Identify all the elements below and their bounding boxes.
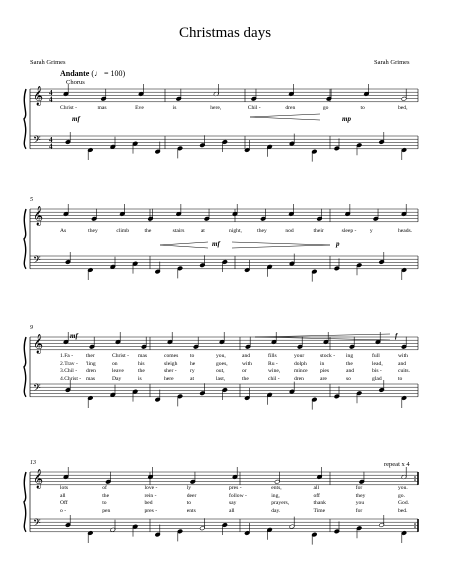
lyric-syllable: Christ - [60,105,77,111]
lyric-syllable: all [60,492,66,499]
section-label: Chorus [66,79,85,86]
lyric-syllable: to [186,500,192,506]
repeat-dot [414,526,416,528]
lyric-syllable: at [190,375,195,382]
lyric-syllable: is [138,375,142,382]
lyric-syllable: off [313,492,320,499]
lyric-syllable: ents, [271,485,282,491]
lyric-syllable: to [190,353,195,359]
lyric-syllable: he [190,360,196,367]
lyric-syllable: goes, [216,360,228,367]
tempo-bpm: (♩ = 100) [91,69,126,78]
lyric-syllable: ing, [271,492,280,499]
dynamic-marking: mf [70,332,78,340]
lyric-syllable: prayers, [271,500,290,506]
lyric-syllable: they [355,492,366,499]
lyric-syllable: pen [102,507,111,514]
lyric-syllable: Day [112,375,122,382]
measure-number: 9 [30,325,33,331]
brace [24,337,26,397]
lyric-syllable: ly [186,485,192,491]
lyric-syllable: the [242,375,249,382]
treble-clef-icon: 𝄞 [33,469,44,489]
lyric-syllable: for [355,485,363,491]
brace [24,89,26,149]
lyric-syllable: As [60,228,67,234]
lyric-syllable: you, [216,353,226,359]
dynamic-marking: f [395,332,398,340]
lyric-syllable: to [398,375,403,382]
lyric-syllable: Eve [135,105,144,111]
bass-clef-icon: 𝄢 [33,134,41,148]
lyric-syllable: wine, [268,368,281,374]
lyric-syllable: with [242,360,252,367]
lyric-syllable: dren [285,105,296,111]
treble-clef-icon: 𝄞 [33,206,44,226]
composer-credit: Sarah Grimes [374,59,410,66]
treble-clef-icon: 𝄞 [33,334,44,354]
time-signature: 4 [49,95,53,104]
lyric-syllable: you [355,500,365,506]
lyric-syllable: ents [186,507,196,514]
lyric-syllable: Christ - [112,353,129,359]
time-signature: 4 [49,142,53,151]
decrescendo-hairpin [250,114,320,120]
lyric-syllable: go [322,105,329,111]
lyric-syllable: night, [229,228,242,234]
lyric-syllable: they [257,228,267,234]
treble-clef-icon: 𝄞 [33,86,44,106]
lyric-syllable: stock - [320,353,336,359]
lyric-syllable: all [313,485,320,491]
lyric-syllable: here, [210,105,222,111]
lyric-syllable: go. [398,492,405,499]
lyric-syllable: last, [216,375,226,382]
lyric-syllable: fills [268,353,277,359]
lyric-syllable: to [360,105,365,111]
lyric-syllable: ing [346,353,354,359]
lyric-syllable: Chil - [247,105,261,111]
lyric-syllable: leave [112,368,124,374]
lyric-syllable: mas [97,105,107,111]
lyric-syllable: 4.Christ - [60,375,82,382]
brace [24,472,26,532]
lyric-syllable: and [346,368,355,374]
lyric-syllable: with [398,353,408,359]
lyric-syllable: their [313,228,324,234]
lyric-syllable: thank [313,500,326,506]
brace [24,209,26,269]
lyric-syllable: full [372,353,380,359]
lyric-syllable: and [242,353,251,359]
lyric-syllable: bed. [398,507,408,514]
hairpin [160,242,330,248]
lyric-syllable: 1.Fa - [60,353,74,359]
lyric-syllable: all [229,507,235,514]
lyric-syllable: Time [313,507,326,514]
lyric-syllable: at [200,228,205,234]
lyric-syllable: is [172,105,177,111]
lyric-syllable: sleep - [341,228,357,234]
lyric-syllable: lots [60,485,69,491]
repeat-text: repeat x 4 [384,461,410,468]
lyric-syllable: here [164,375,174,382]
lyric-syllable: the [138,368,145,374]
lyric-syllable: Ru - [268,360,278,367]
lyric-syllable: 2.Trav - [60,360,78,367]
lyric-syllable: the [102,492,110,499]
lyric-syllable: pres - [229,485,242,491]
lyric-syllable: mas [86,375,96,382]
lyric-syllable: pies [320,368,330,374]
lyric-syllable: follow - [229,492,247,499]
lyric-syllable: nod [285,228,294,234]
lyricist-credit: Sarah Grimes [30,59,66,66]
lyric-syllable: the [144,228,152,234]
lyric-syllable: his [138,360,145,367]
lyric-syllable: rein - [144,492,157,499]
lyric-syllable: to [102,500,107,506]
time-signature: 4 [49,89,53,97]
dynamic-marking: mf [72,115,80,123]
lyric-syllable: 3.Chil - [60,368,78,374]
lyric-syllable: y [369,228,373,234]
bass-clef-icon: 𝄢 [33,382,41,396]
lyric-syllable: ry [190,368,195,374]
lyric-syllable: of [102,485,107,491]
lyric-syllable: comes [164,353,179,359]
lyric-syllable: the [346,360,353,367]
lyric-syllable: mas [138,353,148,359]
lyric-syllable: mince [294,368,308,374]
time-signature: 4 [49,136,53,144]
score-title: Christmas days [178,25,272,41]
lyric-syllable: out, [216,368,225,374]
lyric-syllable: or [242,368,247,374]
lyric-syllable: o - [60,507,67,514]
lyric-syllable: chil - [268,375,280,382]
lyric-syllable: for [355,507,363,514]
dynamic-marking: p [336,240,340,248]
lyric-syllable: love - [144,485,158,491]
measure-number: 5 [30,197,33,203]
lyric-syllable: bis - [372,368,382,374]
repeat-dot [414,523,416,525]
lyric-syllable: bed, [398,105,408,111]
lyric-syllable: sher - [164,368,177,374]
lyric-syllable: in [320,360,325,367]
lyric-syllable: dren [294,375,304,382]
lyric-syllable: day. [271,507,281,514]
lyric-syllable: are [320,375,327,382]
lyric-syllable: pres - [144,507,158,514]
tempo-label: Andante [60,69,90,78]
lyric-syllable: climb [116,228,130,234]
measure-number: 13 [30,460,36,466]
lyric-syllable: dolph [294,360,307,367]
lyric-syllable: and [398,360,407,367]
lyric-syllable: on [112,360,118,367]
repeat-dot [414,476,416,478]
lyric-syllable: bed [144,500,153,506]
lyric-syllable: 'ling [86,360,96,367]
dynamic-marking: mp [342,115,351,123]
bass-clef-icon: 𝄢 [33,254,41,268]
lyric-syllable: Off [60,500,68,506]
lyric-syllable: so [346,375,351,382]
lyric-syllable: glad [372,375,382,382]
repeat-dot [414,479,416,481]
lyric-syllable: say [229,500,237,506]
lyric-syllable: dren [86,368,96,374]
lyric-syllable: your [294,353,305,359]
lyric-syllable: cuits. [398,368,410,374]
bass-clef-icon: 𝄢 [33,517,41,531]
lyric-syllable: lead, [372,360,383,367]
lyric-syllable: you. [398,485,408,491]
lyric-syllable: heads. [398,228,413,234]
lyric-syllable: God. [398,500,410,506]
lyric-syllable: deer [186,492,197,499]
lyric-syllable: they [88,228,98,234]
lyric-syllable: stairs [172,228,185,234]
lyric-syllable: ther [86,353,95,359]
dynamic-marking: mf [212,240,220,248]
lyric-syllable: sleigh [164,360,178,367]
